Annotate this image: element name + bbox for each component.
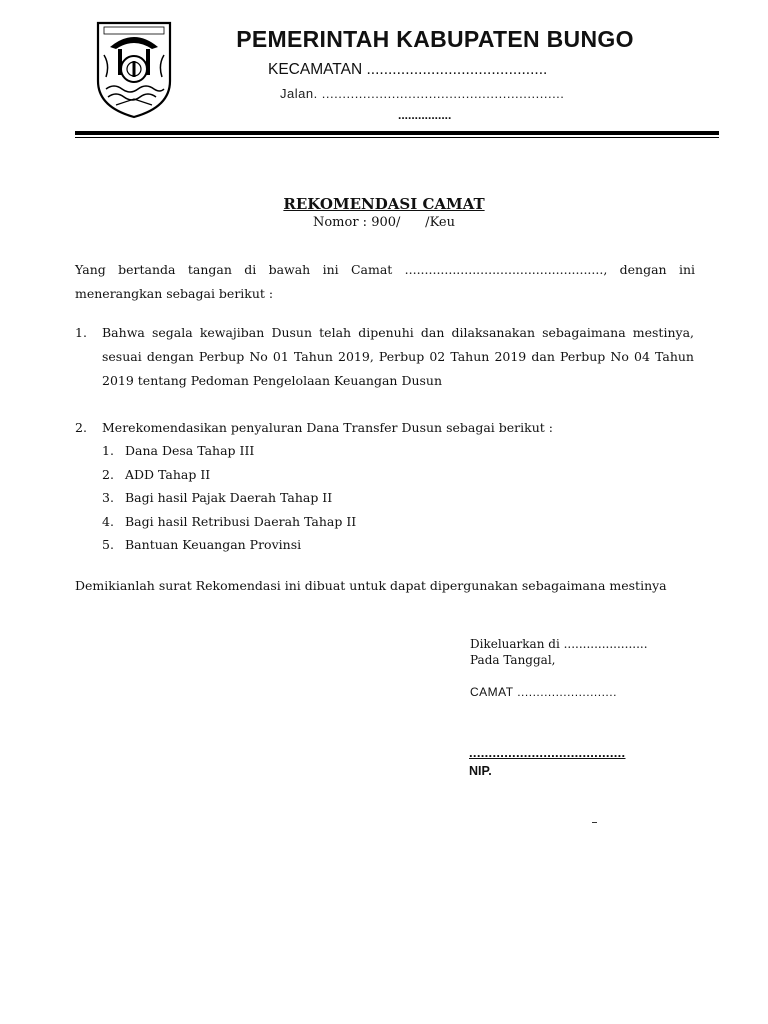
- list-item-text: ADD Tahap II: [125, 466, 211, 482]
- document-number: Nomor : 900/ /Keu: [312, 215, 455, 230]
- list-item: [102, 486, 356, 510]
- list-item: [102, 533, 356, 557]
- document-title: REKOMENDASI CAMAT: [283, 195, 485, 213]
- issued-at: Dikeluarkan di ......................: [470, 637, 648, 651]
- point-1-text: Bahwa segala kewajiban Dusun telah dipenuhi dan dilaksanakan sebagaimana mestinya, sesuai dengan Perbup No 01 Tahun 2019, Perbup 02 Tahun 2019 dan Perbup No 04 Tahun 2019 tentang Pedoman Pengelolaan Keuangan Dusun: [102, 325, 694, 388]
- point-2-text: Merekomendasikan penyaluran Dana Transfer Dusun sebagai berikut :: [102, 420, 553, 435]
- point-1-number: 1.: [75, 325, 87, 340]
- stray-mark: [592, 822, 597, 823]
- signatory-nip: NIP.: [469, 764, 492, 778]
- regency-emblem-icon: [94, 19, 174, 119]
- signatory-name-line: ........................................: [469, 745, 626, 760]
- list-item-number: 5.: [102, 537, 114, 553]
- list-item-number: 1.: [102, 443, 114, 458]
- list-item-text: Dana Desa Tahap III: [125, 443, 255, 458]
- intro-paragraph: Yang bertanda tangan di bawah ini Camat .................................................., dengan ini menerangkan sebagai berikut :: [75, 262, 695, 301]
- point-2-number: 2.: [75, 420, 87, 435]
- transfer-list: [102, 439, 356, 557]
- list-item-number: 3.: [102, 490, 114, 506]
- signatory-title: CAMAT ..........................: [470, 685, 617, 699]
- list-item-number: 4.: [102, 513, 114, 529]
- list-item-text: Bagi hasil Retribusi Daerah Tahap II: [125, 513, 357, 529]
- closing-paragraph: Demikianlah surat Rekomendasi ini dibuat untuk dapat dipergunakan sebagaimana mestinya: [75, 578, 667, 593]
- letterhead-rule-thick: [75, 131, 719, 135]
- list-item-text: Bagi hasil Pajak Daerah Tahap II: [125, 490, 333, 506]
- address-placeholder: ................: [398, 108, 452, 122]
- kecamatan-line: KECAMATAN ..........................................: [268, 61, 548, 78]
- list-item-text: Bantuan Keuangan Provinsi: [125, 537, 302, 553]
- issue-date: Pada Tanggal,: [470, 653, 556, 667]
- list-item-number: 2.: [102, 466, 114, 482]
- list-item: [102, 463, 356, 487]
- address-line: Jalan. ...........................................................: [280, 86, 565, 101]
- letterhead-rule-thin: [75, 137, 719, 138]
- list-item: [102, 510, 356, 534]
- government-title: PEMERINTAH KABUPATEN BUNGO: [236, 26, 634, 52]
- list-item: [102, 439, 356, 463]
